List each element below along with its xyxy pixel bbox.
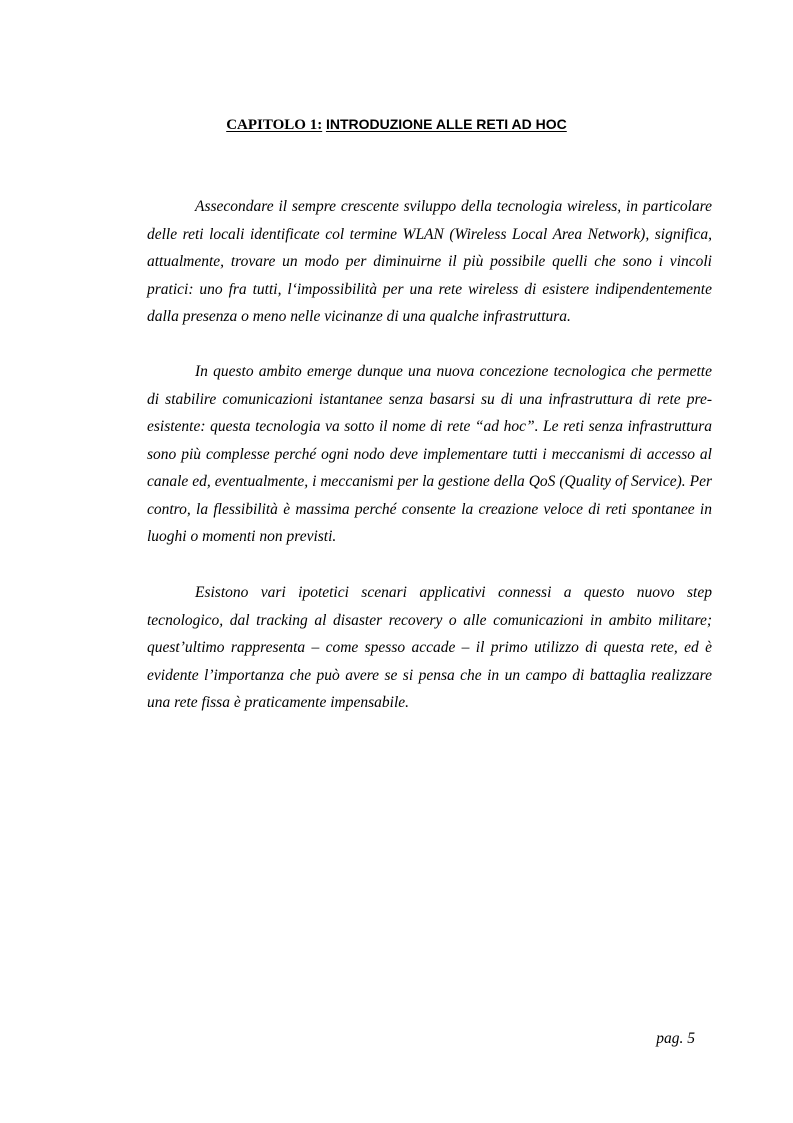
chapter-number: CAPITOLO 1: [226, 117, 323, 133]
paragraph-1: Assecondare il sempre crescente sviluppo della tecnologia wireless, in particolare delle reti locali identificate col termine WLAN (Wireless Local Area Network), significa, attualmente, trovare un modo per diminuirne il più possibile quelli che sono i vincoli pratici: uno fra tutti, l‘impossibilità per una rete wireless di esistere indipendentemente dalla presenza o meno nelle vicinanze di una qualche infrastruttura. [147, 198, 712, 325]
paragraph-2: In questo ambito emerge dunque una nuova concezione tecnologica che permette di stabilire comunicazioni istantanee senza basarsi su di una infrastruttura di rete pre-esistente: questa tecnologia va sotto il nome di rete “ad hoc”. Le reti senza infrastruttura sono più complesse perché ogni nodo deve implementare tutti i meccanismi di accesso al canale ed, eventualmente, i meccanismi per la gestione della QoS (Quality of Service). Per contro, la flessibilità è massima perché consente la creazione veloce di reti spontanee in luoghi o momenti non previsti. [147, 363, 712, 545]
page-number: pag. 5 [656, 1030, 695, 1047]
paragraph-3: Esistono vari ipotetici scenari applicativi connessi a questo nuovo step tecnologico, dal tracking al disaster recovery o alle comunicazioni in ambito militare; quest’ultimo rappresenta – come spesso accade – il primo utilizzo di questa rete, ed è evidente l’importanza che può avere se si pensa che in un campo di battaglia realizzare una rete fissa è praticamente impensabile. [147, 584, 712, 711]
chapter-title: INTRODUZIONE ALLE RETI AD HOC [325, 116, 567, 132]
chapter-heading [0, 114, 793, 135]
